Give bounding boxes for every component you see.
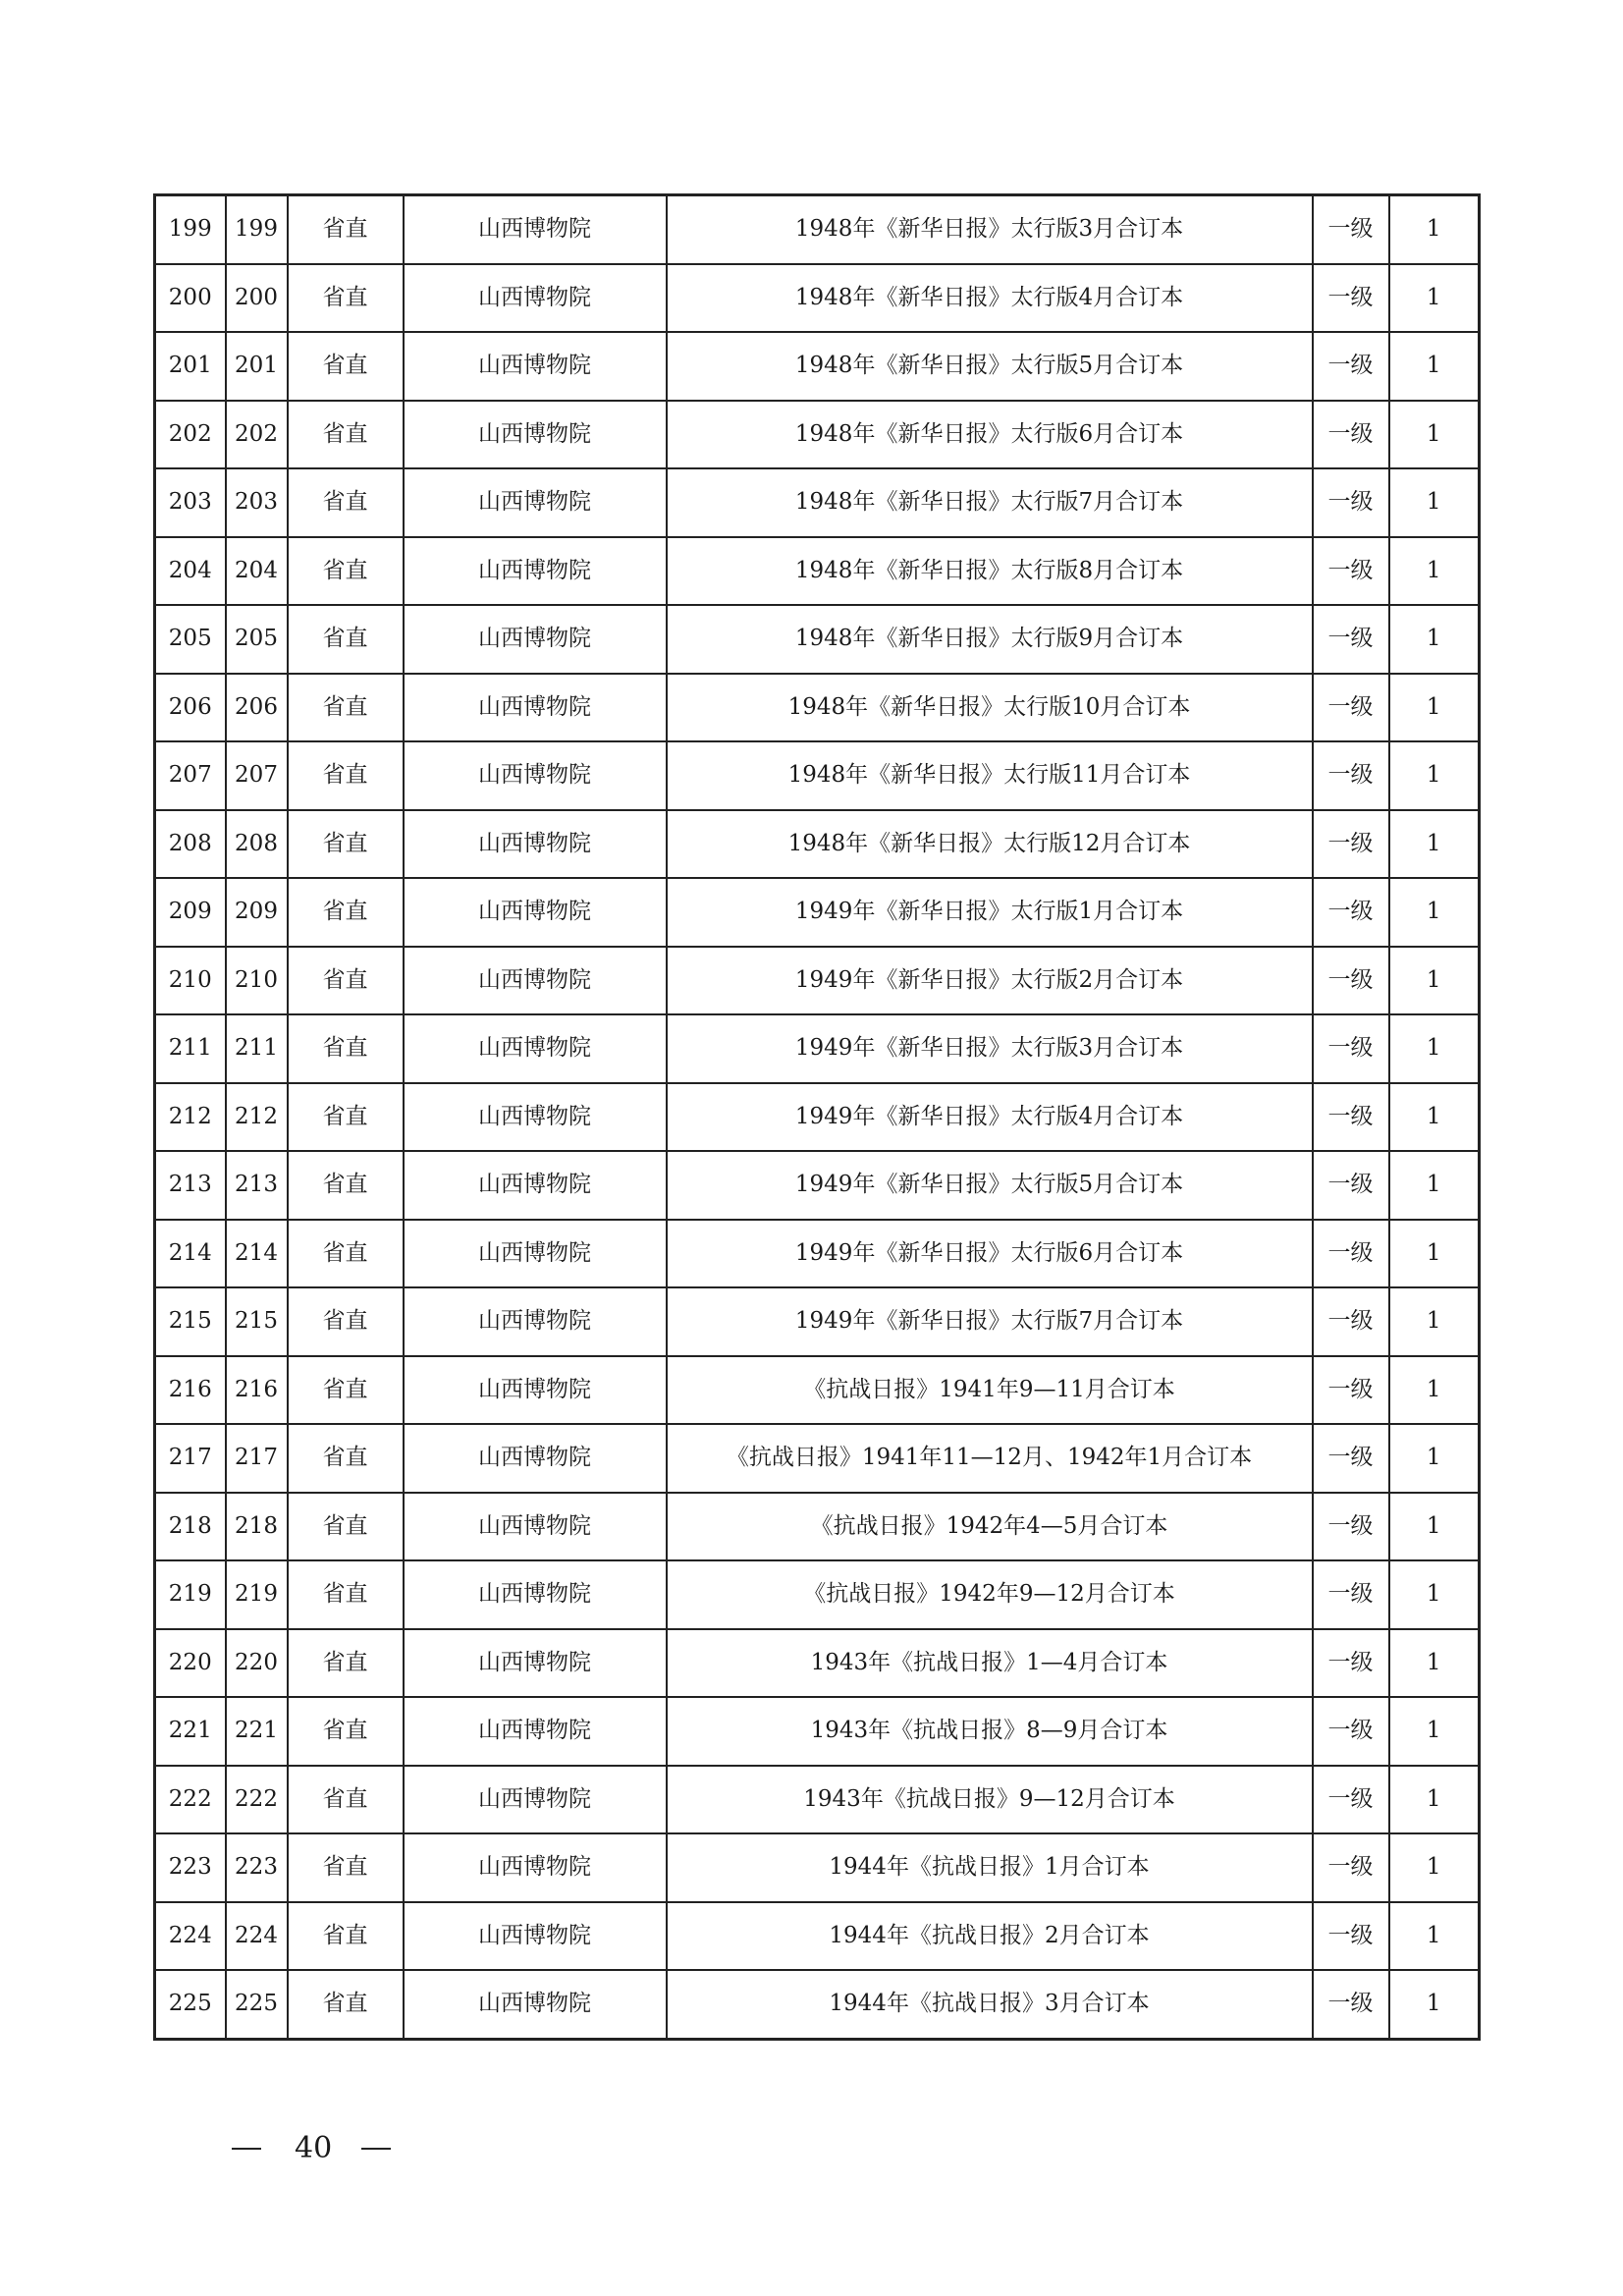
admin-level-cell: 省直 xyxy=(288,810,404,879)
table-row xyxy=(155,1014,1480,1083)
grade-cell: 一级 xyxy=(1313,1424,1389,1493)
quantity-cell: 1 xyxy=(1389,1629,1480,1698)
table-row xyxy=(155,1356,1480,1425)
admin-level-cell: 省直 xyxy=(288,1629,404,1698)
admin-level-cell: 省直 xyxy=(288,605,404,674)
admin-level-cell: 省直 xyxy=(288,1970,404,2039)
holding-unit-cell: 山西博物院 xyxy=(404,878,667,947)
quantity-cell: 1 xyxy=(1389,605,1480,674)
item-name-cell: 1948年《新华日报》太行版3月合订本 xyxy=(667,195,1313,264)
catalog-number-cell: 203 xyxy=(226,468,288,537)
serial-number-cell: 206 xyxy=(155,674,226,742)
table-row xyxy=(155,1493,1480,1561)
table-row xyxy=(155,878,1480,947)
serial-number-cell: 202 xyxy=(155,401,226,469)
item-name-cell: 1943年《抗战日报》9—12月合订本 xyxy=(667,1766,1313,1834)
item-name-cell: 1948年《新华日报》太行版4月合订本 xyxy=(667,264,1313,333)
quantity-cell: 1 xyxy=(1389,264,1480,333)
holding-unit-cell: 山西博物院 xyxy=(404,1220,667,1288)
admin-level-cell: 省直 xyxy=(288,332,404,401)
quantity-cell: 1 xyxy=(1389,401,1480,469)
holding-unit-cell: 山西博物院 xyxy=(404,1014,667,1083)
catalog-number-cell: 207 xyxy=(226,741,288,810)
holding-unit-cell: 山西博物院 xyxy=(404,1424,667,1493)
holding-unit-cell: 山西博物院 xyxy=(404,468,667,537)
catalog-number-cell: 223 xyxy=(226,1833,288,1902)
admin-level-cell: 省直 xyxy=(288,1083,404,1152)
table-row xyxy=(155,264,1480,333)
grade-cell: 一级 xyxy=(1313,1629,1389,1698)
table-row xyxy=(155,537,1480,606)
catalog-number-cell: 204 xyxy=(226,537,288,606)
catalog-number-cell: 211 xyxy=(226,1014,288,1083)
grade-cell: 一级 xyxy=(1313,1287,1389,1356)
table-row xyxy=(155,741,1480,810)
serial-number-cell: 222 xyxy=(155,1766,226,1834)
holding-unit-cell: 山西博物院 xyxy=(404,537,667,606)
quantity-cell: 1 xyxy=(1389,1833,1480,1902)
left-dash xyxy=(232,2148,261,2150)
holding-unit-cell: 山西博物院 xyxy=(404,605,667,674)
table-row xyxy=(155,401,1480,469)
table-row xyxy=(155,1220,1480,1288)
admin-level-cell: 省直 xyxy=(288,741,404,810)
table-row xyxy=(155,332,1480,401)
item-name-cell: 1949年《新华日报》太行版4月合订本 xyxy=(667,1083,1313,1152)
serial-number-cell: 208 xyxy=(155,810,226,879)
serial-number-cell: 210 xyxy=(155,947,226,1015)
table-row xyxy=(155,468,1480,537)
quantity-cell: 1 xyxy=(1389,1424,1480,1493)
serial-number-cell: 213 xyxy=(155,1151,226,1220)
holding-unit-cell: 山西博物院 xyxy=(404,1629,667,1698)
grade-cell: 一级 xyxy=(1313,947,1389,1015)
admin-level-cell: 省直 xyxy=(288,1287,404,1356)
item-name-cell: 1948年《新华日报》太行版5月合订本 xyxy=(667,332,1313,401)
admin-level-cell: 省直 xyxy=(288,1424,404,1493)
grade-cell: 一级 xyxy=(1313,537,1389,606)
catalog-number-cell: 206 xyxy=(226,674,288,742)
table-row xyxy=(155,1151,1480,1220)
item-name-cell: 《抗战日报》1942年4—5月合订本 xyxy=(667,1493,1313,1561)
table-row xyxy=(155,1970,1480,2039)
serial-number-cell: 214 xyxy=(155,1220,226,1288)
serial-number-cell: 199 xyxy=(155,195,226,264)
serial-number-cell: 215 xyxy=(155,1287,226,1356)
grade-cell: 一级 xyxy=(1313,1970,1389,2039)
catalog-number-cell: 208 xyxy=(226,810,288,879)
grade-cell: 一级 xyxy=(1313,605,1389,674)
quantity-cell: 1 xyxy=(1389,878,1480,947)
holding-unit-cell: 山西博物院 xyxy=(404,1151,667,1220)
admin-level-cell: 省直 xyxy=(288,468,404,537)
catalog-number-cell: 214 xyxy=(226,1220,288,1288)
grade-cell: 一级 xyxy=(1313,468,1389,537)
quantity-cell: 1 xyxy=(1389,1151,1480,1220)
catalog-number-cell: 218 xyxy=(226,1493,288,1561)
admin-level-cell: 省直 xyxy=(288,1493,404,1561)
table-row xyxy=(155,810,1480,879)
quantity-cell: 1 xyxy=(1389,1287,1480,1356)
admin-level-cell: 省直 xyxy=(288,1220,404,1288)
grade-cell: 一级 xyxy=(1313,741,1389,810)
serial-number-cell: 203 xyxy=(155,468,226,537)
item-name-cell: 1948年《新华日报》太行版8月合订本 xyxy=(667,537,1313,606)
catalog-number-cell: 219 xyxy=(226,1560,288,1629)
catalog-number-cell: 222 xyxy=(226,1766,288,1834)
catalog-number-cell: 202 xyxy=(226,401,288,469)
catalog-number-cell: 217 xyxy=(226,1424,288,1493)
grade-cell: 一级 xyxy=(1313,332,1389,401)
grade-cell: 一级 xyxy=(1313,1356,1389,1425)
admin-level-cell: 省直 xyxy=(288,1356,404,1425)
grade-cell: 一级 xyxy=(1313,1220,1389,1288)
holding-unit-cell: 山西博物院 xyxy=(404,674,667,742)
table-row xyxy=(155,1560,1480,1629)
serial-number-cell: 205 xyxy=(155,605,226,674)
right-dash xyxy=(361,2148,391,2150)
catalog-number-cell: 205 xyxy=(226,605,288,674)
collection-table xyxy=(153,193,1481,2041)
item-name-cell: 1948年《新华日报》太行版7月合订本 xyxy=(667,468,1313,537)
admin-level-cell: 省直 xyxy=(288,1560,404,1629)
quantity-cell: 1 xyxy=(1389,1083,1480,1152)
serial-number-cell: 201 xyxy=(155,332,226,401)
serial-number-cell: 223 xyxy=(155,1833,226,1902)
quantity-cell: 1 xyxy=(1389,332,1480,401)
grade-cell: 一级 xyxy=(1313,1902,1389,1971)
holding-unit-cell: 山西博物院 xyxy=(404,1560,667,1629)
catalog-number-cell: 210 xyxy=(226,947,288,1015)
item-name-cell: 《抗战日报》1942年9—12月合订本 xyxy=(667,1560,1313,1629)
serial-number-cell: 217 xyxy=(155,1424,226,1493)
holding-unit-cell: 山西博物院 xyxy=(404,1697,667,1766)
item-name-cell: 1948年《新华日报》太行版11月合订本 xyxy=(667,741,1313,810)
item-name-cell: 1943年《抗战日报》1—4月合订本 xyxy=(667,1629,1313,1698)
item-name-cell: 1949年《新华日报》太行版1月合订本 xyxy=(667,878,1313,947)
holding-unit-cell: 山西博物院 xyxy=(404,1833,667,1902)
serial-number-cell: 209 xyxy=(155,878,226,947)
admin-level-cell: 省直 xyxy=(288,878,404,947)
holding-unit-cell: 山西博物院 xyxy=(404,1970,667,2039)
admin-level-cell: 省直 xyxy=(288,1151,404,1220)
holding-unit-cell: 山西博物院 xyxy=(404,1493,667,1561)
table-row xyxy=(155,195,1480,264)
admin-level-cell: 省直 xyxy=(288,401,404,469)
grade-cell: 一级 xyxy=(1313,195,1389,264)
admin-level-cell: 省直 xyxy=(288,1902,404,1971)
quantity-cell: 1 xyxy=(1389,1970,1480,2039)
quantity-cell: 1 xyxy=(1389,1697,1480,1766)
quantity-cell: 1 xyxy=(1389,1014,1480,1083)
quantity-cell: 1 xyxy=(1389,741,1480,810)
item-name-cell: 1948年《新华日报》太行版6月合订本 xyxy=(667,401,1313,469)
catalog-number-cell: 221 xyxy=(226,1697,288,1766)
table-row xyxy=(155,1697,1480,1766)
table-row xyxy=(155,947,1480,1015)
holding-unit-cell: 山西博物院 xyxy=(404,1287,667,1356)
admin-level-cell: 省直 xyxy=(288,537,404,606)
serial-number-cell: 212 xyxy=(155,1083,226,1152)
holding-unit-cell: 山西博物院 xyxy=(404,1083,667,1152)
holding-unit-cell: 山西博物院 xyxy=(404,810,667,879)
quantity-cell: 1 xyxy=(1389,810,1480,879)
item-name-cell: 《抗战日报》1941年9—11月合订本 xyxy=(667,1356,1313,1425)
catalog-number-cell: 213 xyxy=(226,1151,288,1220)
page-number: 40 xyxy=(295,2131,333,2165)
quantity-cell: 1 xyxy=(1389,1356,1480,1425)
serial-number-cell: 224 xyxy=(155,1902,226,1971)
admin-level-cell: 省直 xyxy=(288,195,404,264)
table-row xyxy=(155,1902,1480,1971)
holding-unit-cell: 山西博物院 xyxy=(404,264,667,333)
quantity-cell: 1 xyxy=(1389,1220,1480,1288)
table-row xyxy=(155,1083,1480,1152)
serial-number-cell: 225 xyxy=(155,1970,226,2039)
grade-cell: 一级 xyxy=(1313,1083,1389,1152)
grade-cell: 一级 xyxy=(1313,401,1389,469)
quantity-cell: 1 xyxy=(1389,1902,1480,1971)
table-row xyxy=(155,1424,1480,1493)
item-name-cell: 1949年《新华日报》太行版7月合订本 xyxy=(667,1287,1313,1356)
quantity-cell: 1 xyxy=(1389,1560,1480,1629)
holding-unit-cell: 山西博物院 xyxy=(404,195,667,264)
admin-level-cell: 省直 xyxy=(288,674,404,742)
catalog-number-cell: 225 xyxy=(226,1970,288,2039)
holding-unit-cell: 山西博物院 xyxy=(404,1766,667,1834)
catalog-number-cell: 216 xyxy=(226,1356,288,1425)
holding-unit-cell: 山西博物院 xyxy=(404,401,667,469)
serial-number-cell: 211 xyxy=(155,1014,226,1083)
item-name-cell: 1948年《新华日报》太行版10月合订本 xyxy=(667,674,1313,742)
grade-cell: 一级 xyxy=(1313,1560,1389,1629)
holding-unit-cell: 山西博物院 xyxy=(404,1902,667,1971)
item-name-cell: 1943年《抗战日报》8—9月合订本 xyxy=(667,1697,1313,1766)
catalog-number-cell: 209 xyxy=(226,878,288,947)
serial-number-cell: 221 xyxy=(155,1697,226,1766)
item-name-cell: 《抗战日报》1941年11—12月、1942年1月合订本 xyxy=(667,1424,1313,1493)
quantity-cell: 1 xyxy=(1389,468,1480,537)
item-name-cell: 1949年《新华日报》太行版3月合订本 xyxy=(667,1014,1313,1083)
table-row xyxy=(155,674,1480,742)
holding-unit-cell: 山西博物院 xyxy=(404,332,667,401)
quantity-cell: 1 xyxy=(1389,674,1480,742)
quantity-cell: 1 xyxy=(1389,947,1480,1015)
table-body xyxy=(155,195,1480,2040)
table-row xyxy=(155,1833,1480,1902)
table-row xyxy=(155,1766,1480,1834)
grade-cell: 一级 xyxy=(1313,810,1389,879)
holding-unit-cell: 山西博物院 xyxy=(404,741,667,810)
item-name-cell: 1949年《新华日报》太行版5月合订本 xyxy=(667,1151,1313,1220)
quantity-cell: 1 xyxy=(1389,1766,1480,1834)
admin-level-cell: 省直 xyxy=(288,1697,404,1766)
item-name-cell: 1949年《新华日报》太行版6月合订本 xyxy=(667,1220,1313,1288)
serial-number-cell: 200 xyxy=(155,264,226,333)
grade-cell: 一级 xyxy=(1313,1697,1389,1766)
admin-level-cell: 省直 xyxy=(288,1766,404,1834)
page-footer xyxy=(232,2131,391,2165)
serial-number-cell: 219 xyxy=(155,1560,226,1629)
serial-number-cell: 218 xyxy=(155,1493,226,1561)
catalog-number-cell: 220 xyxy=(226,1629,288,1698)
table-row xyxy=(155,1629,1480,1698)
grade-cell: 一级 xyxy=(1313,264,1389,333)
holding-unit-cell: 山西博物院 xyxy=(404,1356,667,1425)
quantity-cell: 1 xyxy=(1389,195,1480,264)
holding-unit-cell: 山西博物院 xyxy=(404,947,667,1015)
quantity-cell: 1 xyxy=(1389,537,1480,606)
table-row xyxy=(155,1287,1480,1356)
catalog-number-cell: 212 xyxy=(226,1083,288,1152)
admin-level-cell: 省直 xyxy=(288,1014,404,1083)
quantity-cell: 1 xyxy=(1389,1493,1480,1561)
item-name-cell: 1948年《新华日报》太行版12月合订本 xyxy=(667,810,1313,879)
item-name-cell: 1944年《抗战日报》3月合订本 xyxy=(667,1970,1313,2039)
grade-cell: 一级 xyxy=(1313,1014,1389,1083)
admin-level-cell: 省直 xyxy=(288,264,404,333)
grade-cell: 一级 xyxy=(1313,674,1389,742)
grade-cell: 一级 xyxy=(1313,1493,1389,1561)
catalog-number-cell: 201 xyxy=(226,332,288,401)
catalog-number-cell: 215 xyxy=(226,1287,288,1356)
admin-level-cell: 省直 xyxy=(288,947,404,1015)
item-name-cell: 1949年《新华日报》太行版2月合订本 xyxy=(667,947,1313,1015)
catalog-number-cell: 199 xyxy=(226,195,288,264)
serial-number-cell: 220 xyxy=(155,1629,226,1698)
item-name-cell: 1944年《抗战日报》1月合订本 xyxy=(667,1833,1313,1902)
serial-number-cell: 207 xyxy=(155,741,226,810)
grade-cell: 一级 xyxy=(1313,1151,1389,1220)
catalog-number-cell: 200 xyxy=(226,264,288,333)
catalog-number-cell: 224 xyxy=(226,1902,288,1971)
item-name-cell: 1944年《抗战日报》2月合订本 xyxy=(667,1902,1313,1971)
serial-number-cell: 204 xyxy=(155,537,226,606)
grade-cell: 一级 xyxy=(1313,1833,1389,1902)
admin-level-cell: 省直 xyxy=(288,1833,404,1902)
table-row xyxy=(155,605,1480,674)
serial-number-cell: 216 xyxy=(155,1356,226,1425)
item-name-cell: 1948年《新华日报》太行版9月合订本 xyxy=(667,605,1313,674)
grade-cell: 一级 xyxy=(1313,1766,1389,1834)
grade-cell: 一级 xyxy=(1313,878,1389,947)
